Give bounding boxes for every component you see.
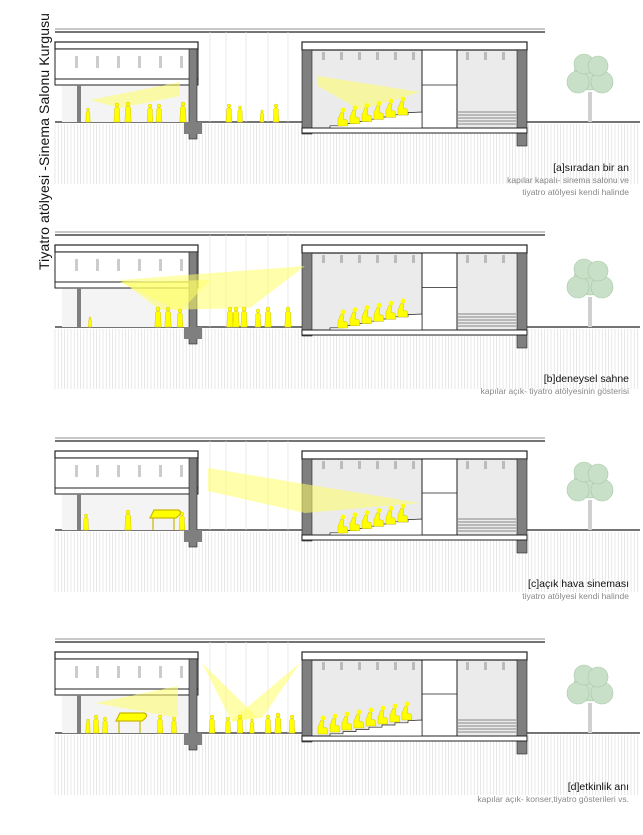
ceiling-mark — [466, 662, 469, 670]
clerestory-window — [117, 56, 120, 68]
clerestory-window — [138, 465, 141, 477]
person-figure — [255, 309, 261, 327]
section-a — [0, 0, 643, 210]
clerestory-window — [117, 666, 120, 678]
cinema-floor — [302, 736, 527, 741]
person-figure — [250, 719, 254, 733]
left-column — [77, 85, 81, 122]
ceiling-mark — [412, 662, 415, 670]
clerestory-window — [180, 56, 183, 68]
ceiling-mark — [322, 52, 325, 60]
cinema-roof — [302, 42, 527, 50]
ceiling-mark — [394, 255, 397, 263]
person-figure — [289, 715, 295, 733]
person-figure — [273, 104, 279, 122]
section-c — [0, 403, 643, 613]
left-roof — [55, 42, 198, 49]
clerestory-window — [138, 259, 141, 271]
clerestory-window — [96, 465, 99, 477]
caption-title: [c]açık hava sineması — [528, 578, 629, 590]
clerestory-window — [180, 259, 183, 271]
clerestory-window — [138, 56, 141, 68]
ceiling-mark — [466, 461, 469, 469]
caption-line: kapılar açık- tiyatro atölyesinin gösterisi — [480, 386, 629, 396]
ceiling-mark — [412, 461, 415, 469]
cinema-roof — [302, 652, 527, 660]
cinema-floor — [302, 535, 527, 540]
left-column — [77, 288, 81, 327]
clerestory-window — [117, 259, 120, 271]
person-figure — [285, 307, 291, 327]
left-column — [77, 695, 81, 733]
clerestory-window — [75, 465, 78, 477]
ceiling-mark — [484, 461, 487, 469]
ceiling-mark — [394, 52, 397, 60]
person-figure — [265, 307, 271, 327]
person-figure — [260, 110, 264, 122]
section-d — [0, 608, 643, 835]
ceiling-mark — [412, 52, 415, 60]
caption-b — [481, 373, 629, 397]
caption-title: [b]deneysel sahne — [543, 373, 629, 385]
projection-room — [422, 459, 457, 535]
person-figure — [226, 104, 232, 122]
person-figure — [227, 307, 233, 327]
clerestory-window — [159, 56, 162, 68]
section-b — [0, 200, 643, 410]
ceiling-mark — [502, 662, 505, 670]
ceiling-mark — [466, 255, 469, 263]
caption-d — [477, 781, 629, 805]
left-roof — [55, 652, 198, 659]
left-footing — [184, 733, 202, 745]
clerestory-window — [138, 666, 141, 678]
tree — [567, 665, 613, 733]
left-roof — [55, 451, 198, 458]
person-figure — [275, 713, 281, 733]
ceiling-mark — [412, 255, 415, 263]
cinema-wall-left — [302, 253, 312, 336]
left-roof — [55, 245, 198, 252]
ceiling-mark — [358, 461, 361, 469]
ceiling-mark — [322, 461, 325, 469]
ceiling-mark — [394, 461, 397, 469]
projection-room — [422, 253, 457, 330]
ceiling-mark — [322, 255, 325, 263]
clerestory-window — [75, 56, 78, 68]
ceiling-mark — [376, 662, 379, 670]
clerestory-window — [96, 56, 99, 68]
ceiling-mark — [340, 461, 343, 469]
ceiling-mark — [340, 662, 343, 670]
ceiling-mark — [484, 662, 487, 670]
left-slab — [55, 488, 198, 494]
ceiling-mark — [376, 255, 379, 263]
ceiling-mark — [358, 52, 361, 60]
clerestory-window — [180, 666, 183, 678]
ceiling-mark — [340, 52, 343, 60]
ceiling-mark — [322, 662, 325, 670]
cinema-roof — [302, 245, 527, 253]
left-footing — [184, 327, 202, 339]
clerestory-window — [96, 666, 99, 678]
ceiling-mark — [376, 52, 379, 60]
ceiling-mark — [484, 255, 487, 263]
caption-c — [522, 578, 629, 602]
ceiling-mark — [484, 52, 487, 60]
tree — [567, 54, 613, 122]
cinema-roof — [302, 451, 527, 459]
caption-title: [a]sıradan bir an — [553, 162, 629, 174]
caption-line: tiyatro atölyesi kendi halinde — [522, 187, 629, 197]
cinema-floor — [302, 330, 527, 335]
clerestory-window — [159, 259, 162, 271]
clerestory-window — [75, 259, 78, 271]
ceiling-mark — [376, 461, 379, 469]
tree — [567, 259, 613, 327]
cinema-floor — [302, 128, 527, 133]
ceiling-mark — [466, 52, 469, 60]
ceiling-mark — [358, 662, 361, 670]
ceiling-mark — [358, 255, 361, 263]
event-light-beam — [232, 663, 300, 720]
person-figure — [237, 106, 242, 122]
caption-line: kapılar kapalı- sinema salonu ve — [507, 175, 629, 185]
ceiling-mark — [502, 255, 505, 263]
caption-title: [d]etkinlik anı — [567, 781, 629, 793]
projection-room — [422, 50, 457, 128]
caption-line: tiyatro atölyesi kendi halinde — [522, 591, 629, 601]
ceiling-mark — [394, 662, 397, 670]
clerestory-window — [96, 259, 99, 271]
caption-a — [507, 162, 629, 198]
ceiling-mark — [502, 461, 505, 469]
clerestory-window — [117, 465, 120, 477]
tree — [567, 462, 613, 530]
clerestory-window — [180, 465, 183, 477]
diagram-title: Tiyatro atölyesi -Sinema Salonu Kurgusu — [36, 12, 52, 270]
clerestory-window — [159, 465, 162, 477]
clerestory-window — [159, 666, 162, 678]
projection-room — [422, 660, 457, 736]
clerestory-window — [75, 666, 78, 678]
ceiling-mark — [340, 255, 343, 263]
left-column — [77, 494, 81, 530]
cinema-wall-left — [302, 50, 312, 134]
caption-line: kapılar açık- konser,tiyatro gösterileri vs. — [477, 794, 629, 804]
ceiling-mark — [502, 52, 505, 60]
person-figure — [233, 307, 239, 327]
left-footing — [184, 122, 202, 134]
person-figure — [265, 715, 271, 733]
cinema-wall-left — [302, 660, 312, 742]
left-footing — [184, 530, 202, 542]
